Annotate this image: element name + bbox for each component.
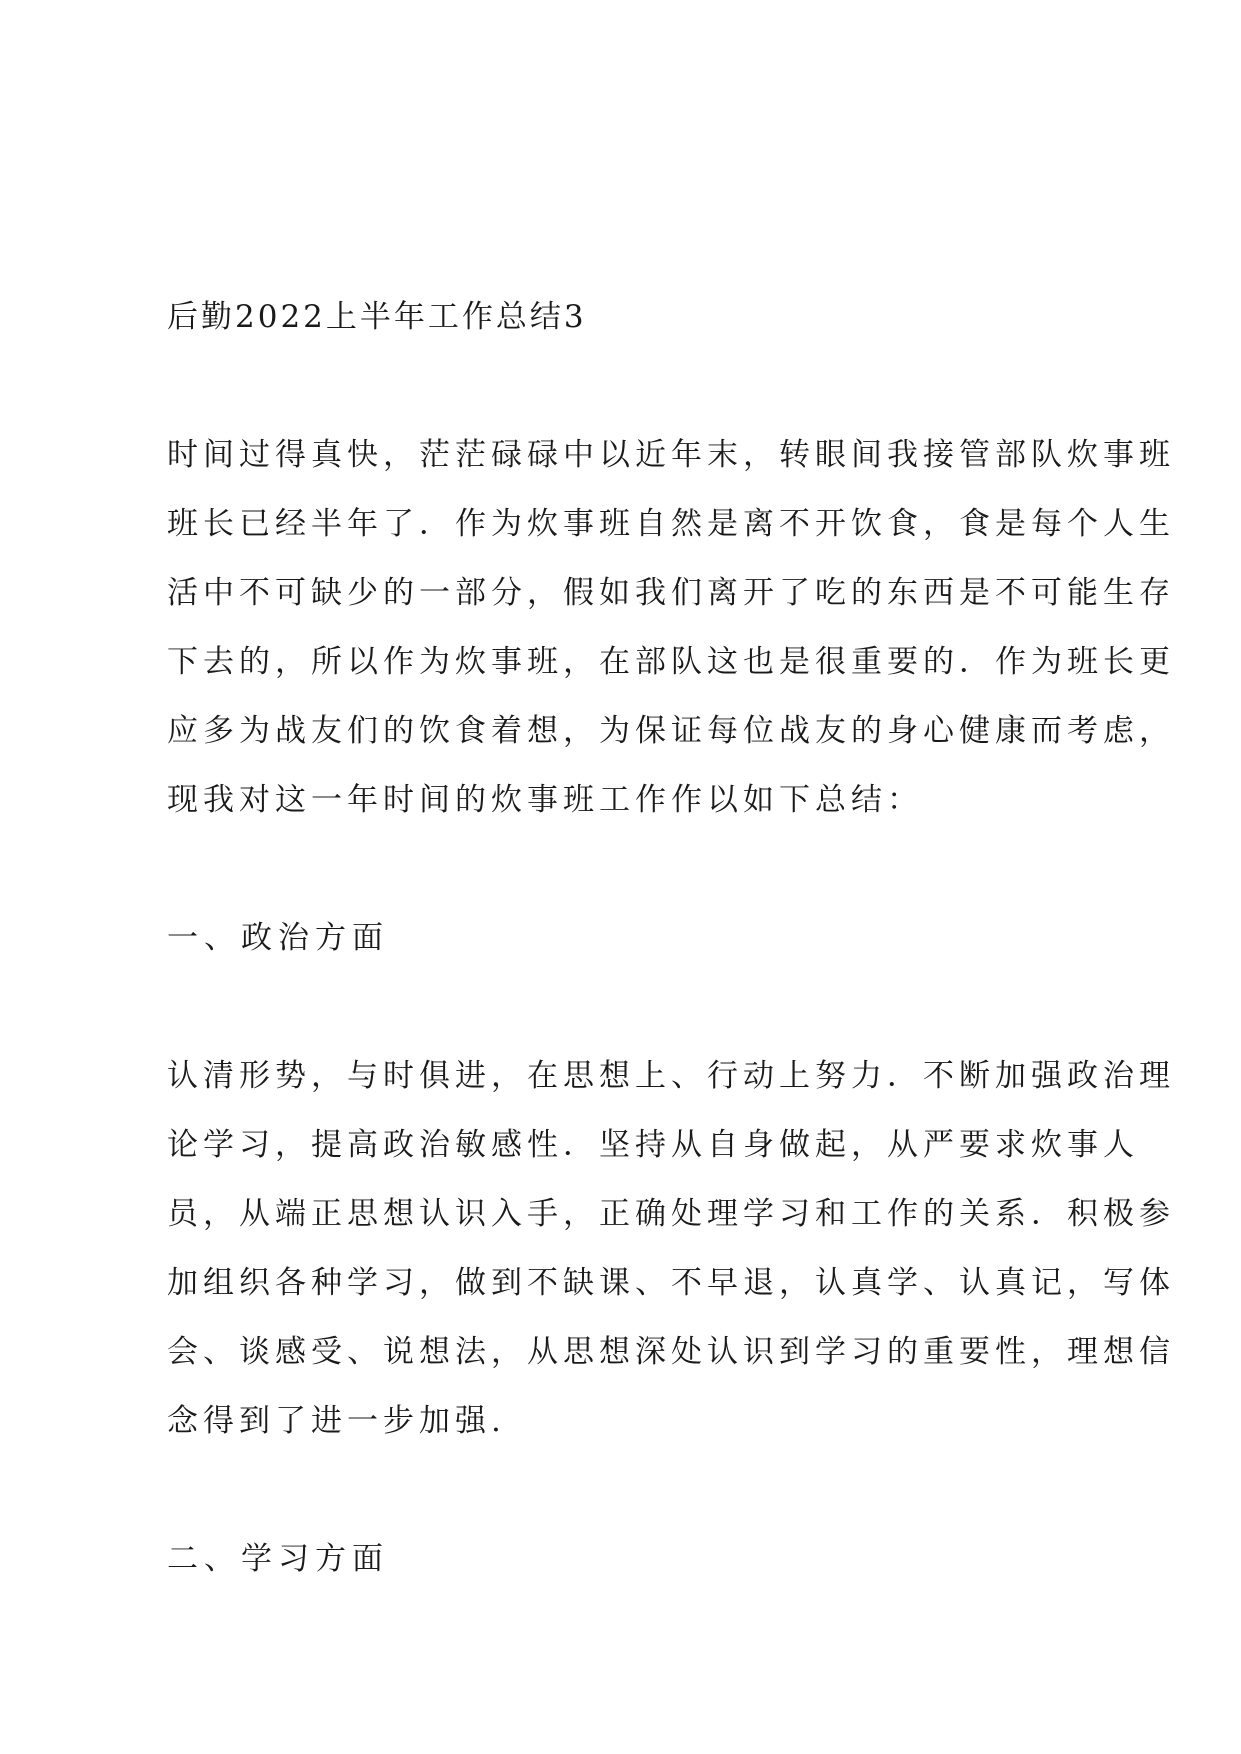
intro-paragraph: [167, 421, 1175, 835]
paragraph-line: 应多为战友们的饮食着想，为保证每位战友的身心健康而考虑，: [167, 713, 1175, 749]
paragraph-line: 时间过得真快，茫茫碌碌中以近年末，转眼间我接管部队炊事班: [167, 437, 1175, 473]
paragraph-line: 认清形势，与时俱进，在思想上、行动上努力．不断加强政治理: [167, 1058, 1175, 1094]
paragraph-line: 加组织各种学习，做到不缺课、不早退，认真学、认真记，写体: [167, 1265, 1175, 1301]
paragraph-line: 会、谈感受、说想法，从思想深处认识到学习的重要性，理想信: [167, 1334, 1175, 1370]
paragraph-line: 下去的，所以作为炊事班，在部队这也是很重要的．作为班长更: [167, 644, 1175, 680]
paragraph-line: 念得到了进一步加强.: [167, 1403, 506, 1439]
paragraph-spacer: [167, 352, 1092, 421]
section-heading-politics: 一、政治方面: [167, 920, 389, 956]
paragraph-spacer: [167, 1456, 1092, 1525]
document-body: [167, 283, 1175, 1594]
paragraph-line: 论学习，提高政治敏感性．坚持从自身做起，从严要求炊事人: [167, 1127, 1139, 1163]
politics-paragraph: [167, 1042, 1175, 1456]
paragraph-line: 员，从端正思想认识入手，正确处理学习和工作的关系．积极参: [167, 1196, 1175, 1232]
section-heading-study: 二、学习方面: [167, 1541, 389, 1577]
document-title: 后勤2022上半年工作总结3: [167, 299, 587, 335]
paragraph-line: 班长已经半年了．作为炊事班自然是离不开饮食，食是每个人生: [167, 506, 1175, 542]
paragraph-spacer: [167, 835, 1092, 904]
paragraph-spacer: [167, 973, 1092, 1042]
paragraph-line: 活中不可缺少的一部分，假如我们离开了吃的东西是不可能生存: [167, 575, 1175, 611]
paragraph-line: 现我对这一年时间的炊事班工作作以如下总结：: [167, 782, 923, 818]
